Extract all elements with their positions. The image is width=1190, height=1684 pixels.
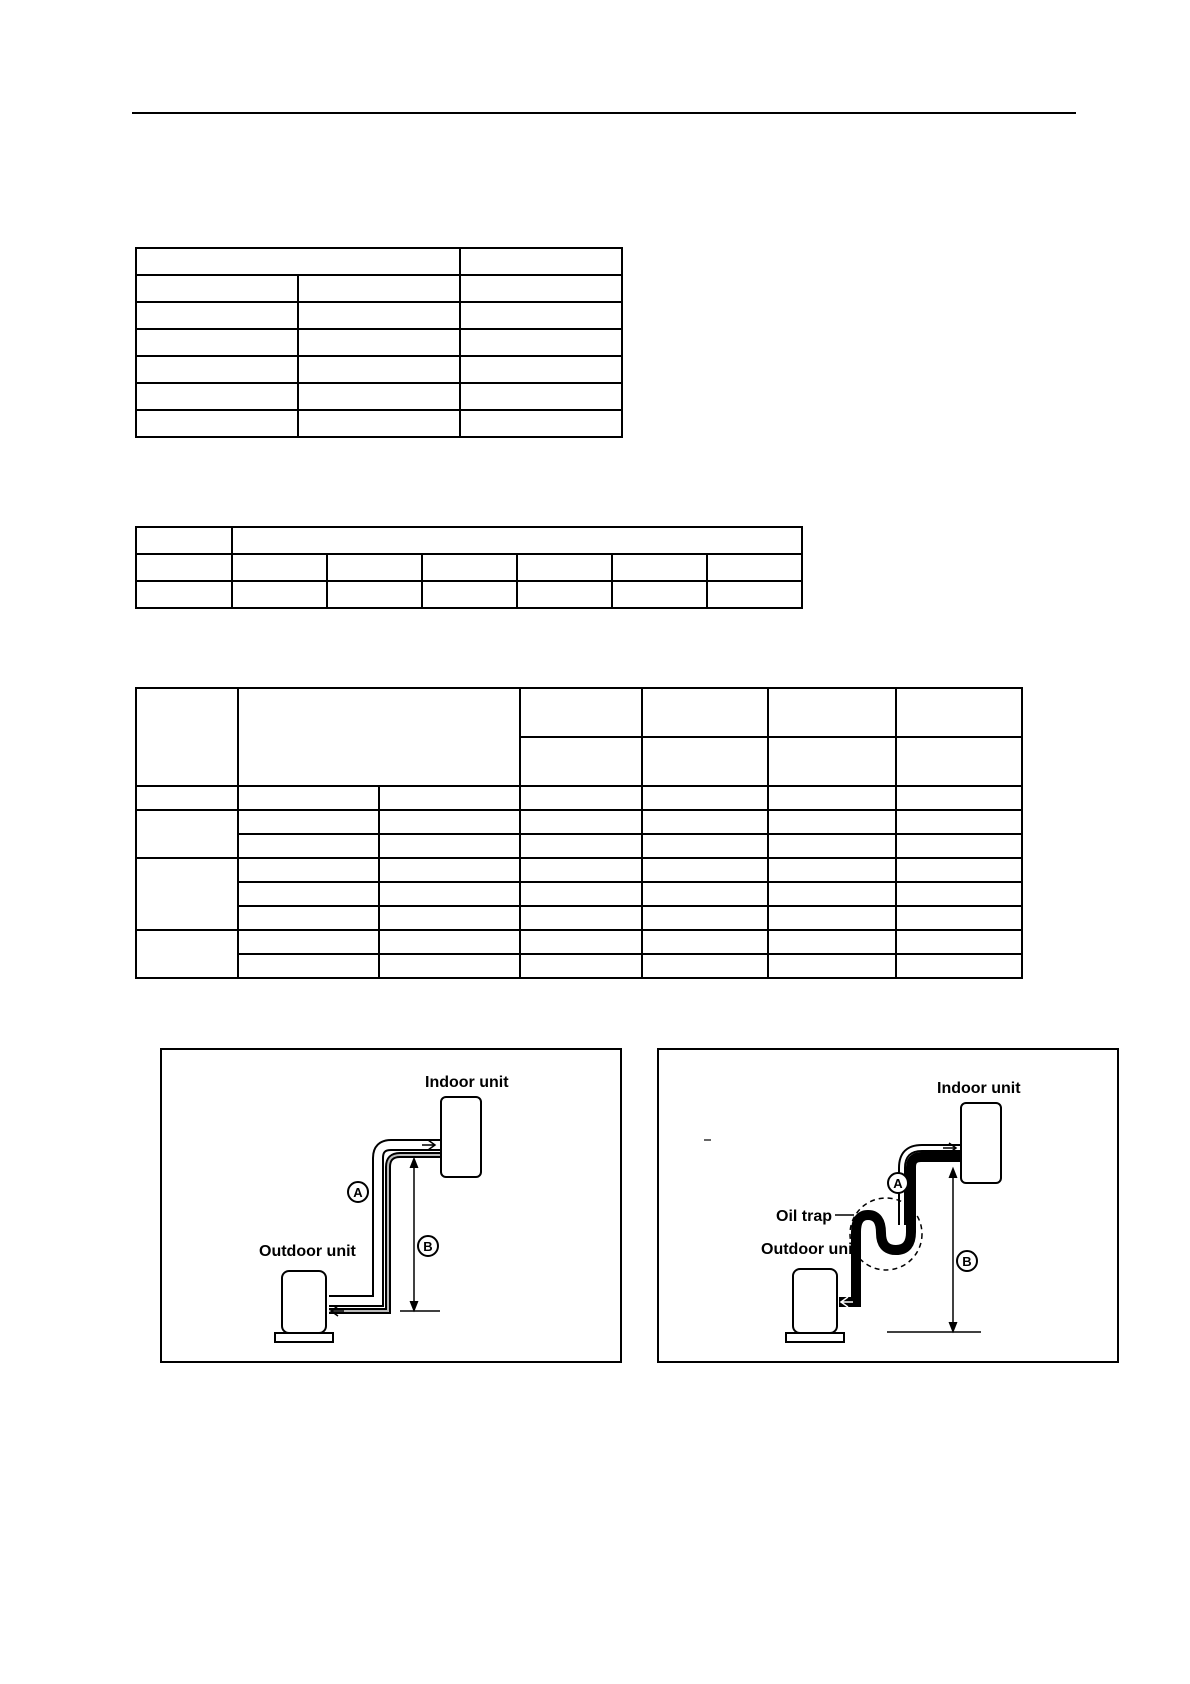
table-cell [768,786,896,810]
table-1 [135,247,623,438]
table-cell [520,786,642,810]
table-cell [520,882,642,906]
table-cell [642,930,768,954]
table-row [136,810,1022,834]
marker-a-label: A [893,1176,903,1191]
table-cell [642,688,768,737]
table-cell [642,906,768,930]
figure-pipe-oil-trap [657,1048,1119,1363]
table-cell [896,906,1022,930]
table-cell [520,954,642,978]
table-cell [520,858,642,882]
table-cell [460,275,622,302]
outdoor-unit-label: Outdoor unit [761,1241,858,1258]
table-cell [238,882,379,906]
table-cell [379,834,520,858]
table-cell [517,554,612,581]
oil-trap-label: Oil trap [776,1208,833,1225]
table-cell [642,737,768,786]
table-cell [896,834,1022,858]
header-rule [132,112,1076,114]
table-row [136,930,1022,954]
table-cell [379,786,520,810]
table-row [136,554,802,581]
table-cell [379,858,520,882]
table-cell [422,554,517,581]
table-cell [642,810,768,834]
table-cell [232,581,327,608]
table-cell [896,786,1022,810]
table-cell [896,810,1022,834]
table-cell [896,954,1022,978]
table-cell [460,410,622,437]
table-row [136,329,622,356]
table-cell [707,581,802,608]
table-cell [642,954,768,978]
marker-b-label: B [423,1239,433,1254]
table-row [136,688,1022,737]
marker-a-label: A [353,1185,363,1200]
table-cell [768,688,896,737]
indoor-unit-shape [441,1097,481,1177]
table-row [136,527,802,554]
table-cell [232,554,327,581]
table-cell [460,248,622,275]
table-cell [379,906,520,930]
table-cell [379,882,520,906]
table-cell [136,810,238,858]
table-cell [612,581,707,608]
table-cell [379,810,520,834]
table-row [136,383,622,410]
table-cell [136,383,298,410]
outdoor-unit-label: Outdoor unit [259,1243,356,1260]
table-cell [136,581,232,608]
table-row [136,248,622,275]
table-row [136,834,1022,858]
table-cell [136,275,298,302]
table-cell [298,356,460,383]
pipe-diagram [659,1050,1117,1361]
table-cell [238,930,379,954]
table-cell [896,737,1022,786]
table-cell [896,858,1022,882]
table-cell [136,356,298,383]
table-row [136,356,622,383]
table-row [136,906,1022,930]
table-cell [238,834,379,858]
table-cell [327,581,422,608]
pipe-inner [329,1155,440,1311]
table-cell [298,410,460,437]
arrow-icon [949,1322,957,1332]
table-cell [238,688,520,786]
outdoor-unit-shape [282,1271,326,1333]
table-cell [460,329,622,356]
table-cell [238,858,379,882]
figure-pipe-no-trap [160,1048,622,1363]
table-cell [520,688,642,737]
table-cell [136,688,238,786]
arrow-icon [410,1301,418,1311]
table-cell [768,810,896,834]
table-row [136,858,1022,882]
table-cell [768,834,896,858]
arrow-icon [410,1158,418,1168]
table-cell [768,737,896,786]
table-cell [642,858,768,882]
table-row [136,581,802,608]
table-cell [642,834,768,858]
table-cell [768,930,896,954]
table-cell [520,810,642,834]
table-cell [136,248,460,275]
table-cell [520,930,642,954]
table-cell [298,275,460,302]
table-cell [136,410,298,437]
table-cell [768,954,896,978]
table-cell [136,554,232,581]
table-cell [238,906,379,930]
table-cell [298,383,460,410]
outdoor-unit-shape [793,1269,837,1333]
table-cell [232,527,802,554]
table-row [136,954,1022,978]
outdoor-unit-base [786,1333,844,1342]
table-cell [896,688,1022,737]
pipe-inner-fill [329,1155,440,1311]
table-row [136,302,622,329]
table-cell [238,786,379,810]
table-cell [327,554,422,581]
pipe-diagram [162,1050,620,1361]
table-3 [135,687,1023,979]
pipe-outer [329,1145,440,1301]
table-cell [517,581,612,608]
indoor-unit-shape [961,1103,1001,1183]
table-cell [136,329,298,356]
table-cell [460,356,622,383]
table-cell [238,954,379,978]
table-cell [379,954,520,978]
table-row [136,882,1022,906]
table-row [136,275,622,302]
table-cell [520,906,642,930]
indoor-unit-label: Indoor unit [425,1074,509,1091]
table-cell [896,930,1022,954]
table-cell [768,906,896,930]
marker-b-label: B [962,1254,972,1269]
table-cell [136,527,232,554]
table-row [136,786,1022,810]
table-cell [520,737,642,786]
table-cell [768,882,896,906]
table-cell [298,329,460,356]
table-cell [768,858,896,882]
table-cell [379,930,520,954]
table-2 [135,526,803,609]
pipe-outer-fill [329,1145,440,1301]
table-cell [642,882,768,906]
table-cell [136,302,298,329]
table-cell [460,383,622,410]
outdoor-unit-base [275,1333,333,1342]
table-cell [136,858,238,930]
table-cell [707,554,802,581]
arrow-icon [949,1168,957,1178]
table-cell [520,834,642,858]
table-cell [612,554,707,581]
table-row [136,410,622,437]
table-cell [896,882,1022,906]
arrow-icon [331,1306,344,1316]
table-cell [136,930,238,978]
table-cell [460,302,622,329]
table-cell [422,581,517,608]
table-cell [298,302,460,329]
table-cell [238,810,379,834]
indoor-unit-label: Indoor unit [937,1080,1021,1097]
table-cell [136,786,238,810]
table-cell [642,786,768,810]
